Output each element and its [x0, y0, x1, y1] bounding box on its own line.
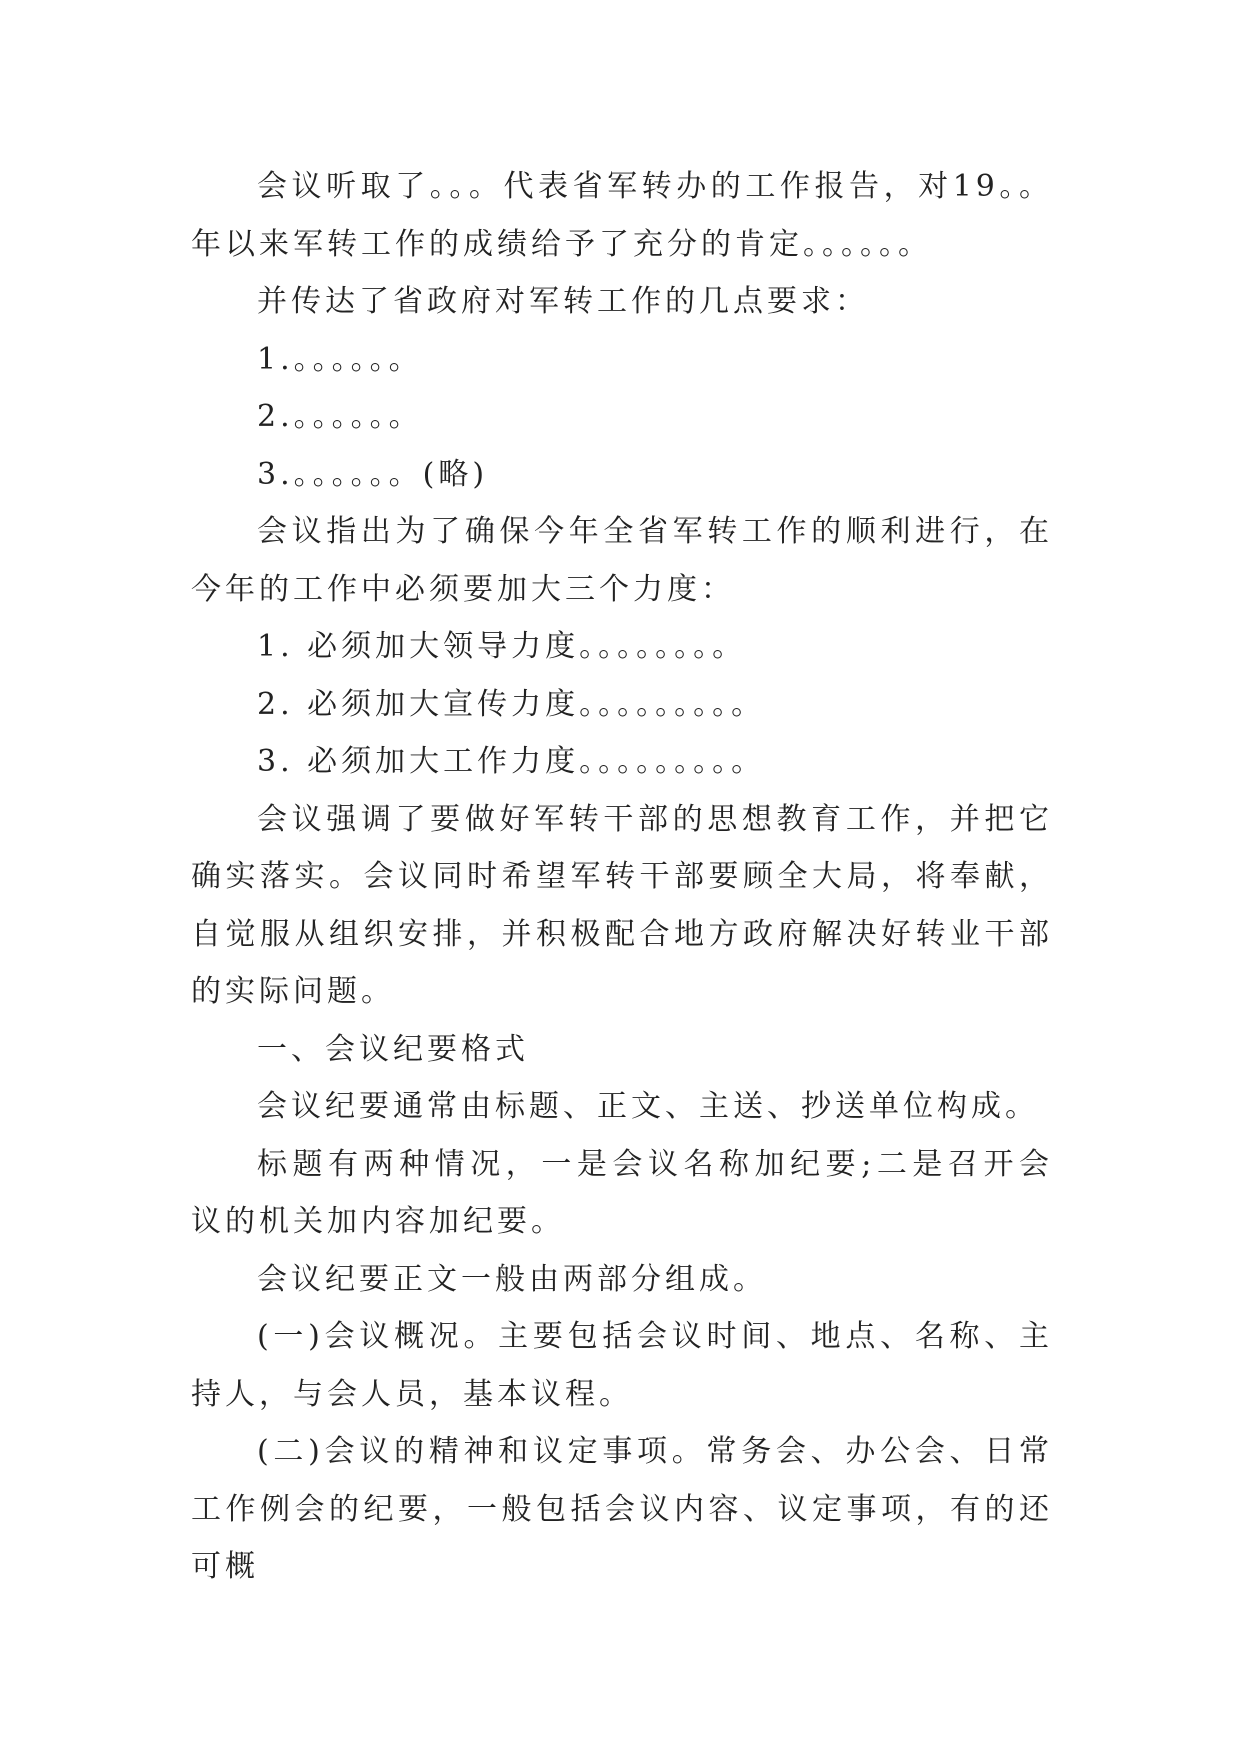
list-item-requirement-3: 3.。。。。。。(略) — [257, 456, 489, 492]
paragraph-overview: (一)会议概况。主要包括会议时间、地点、名称、主持人，与会人员，基本议程。 — [191, 1319, 1053, 1412]
list-item-requirement-2: 2.。。。。。。 — [257, 399, 423, 434]
paragraph-work-report: 会议听取了。。。代表省军转办的工作报告，对19。。年以来军转工作的成绩给予了充分的肯定。。。。。。 — [191, 169, 1053, 262]
document-body — [191, 158, 1053, 1596]
paragraph-title-types: 标题有两种情况，一是会议名称加纪要;二是召开会议的机关加内容加纪要。 — [191, 1146, 1053, 1239]
paragraph-requirements-intro: 并传达了省政府对军转工作的几点要求： — [257, 284, 869, 319]
paragraph-education-emphasis: 会议强调了要做好军转干部的思想教育工作，并把它确实落实。会议同时希望军转干部要顾全大局，将奉献，自觉服从组织安排，并积极配合地方政府解决好转业干部的实际问题。 — [191, 801, 1053, 1009]
list-item-publicity: 2. 必须加大宣传力度。。。。。。。。。 — [257, 686, 766, 722]
paragraph-body-parts: 会议纪要正文一般由两部分组成。 — [257, 1261, 767, 1297]
list-item-requirement-1: 1.。。。。。。 — [257, 341, 423, 377]
section-heading-format: 一、会议纪要格式 — [257, 1031, 529, 1067]
paragraph-three-efforts: 会议指出为了确保今年全省军转工作的顺利进行，在今年的工作中必须要加大三个力度： — [191, 514, 1053, 607]
paragraph-composition: 会议纪要通常由标题、正文、主送、抄送单位构成。 — [257, 1089, 1039, 1124]
list-item-leadership: 1. 必须加大领导力度。。。。。。。。 — [257, 629, 747, 664]
paragraph-spirit-matters: (二)会议的精神和议定事项。常务会、办公会、日常工作例会的纪要，一般包括会议内容、议定事项，有的还可概 — [191, 1434, 1053, 1584]
list-item-work: 3. 必须加大工作力度。。。。。。。。。 — [257, 744, 766, 779]
